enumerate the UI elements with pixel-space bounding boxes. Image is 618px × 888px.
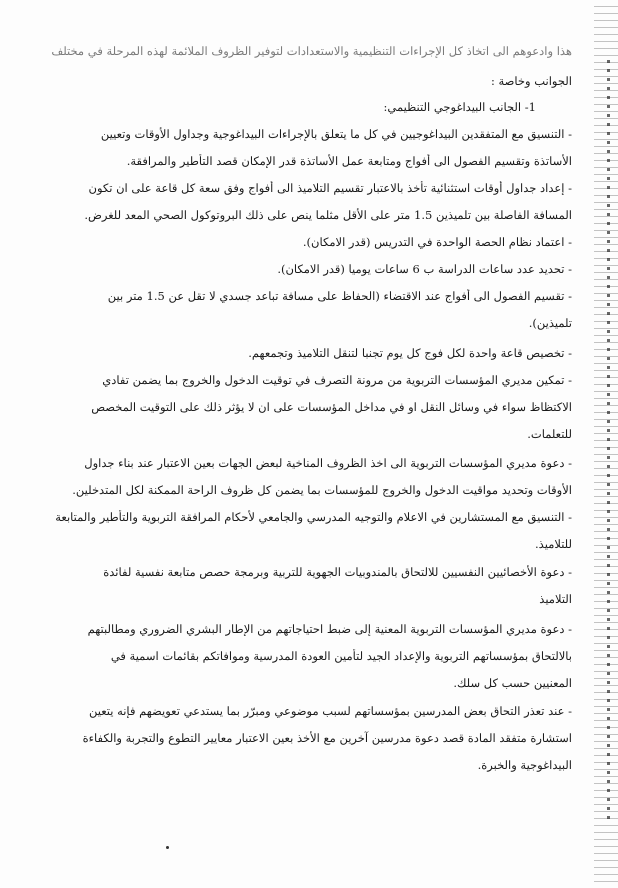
- text-line: بالالتحاق بمؤسساتهم التربوية والإعداد الجيد لتأمين العودة المدرسية وموافاتكم بقائمات اسمية في: [110, 649, 572, 663]
- text-line: المعنيين حسب كل سلك.: [453, 676, 572, 690]
- text-line: المسافة الفاصلة بين تلميذين 1.5 متر على الأقل مثلما ينص على ذلك البروتوكول الصحي المعد للغرض.: [84, 208, 572, 222]
- text-line: التلاميذ: [539, 592, 572, 606]
- text-line: الاكتظاظ سواء في وسائل النقل او في مداخل المؤسسات على ان لا يؤثر ذلك على التوقيت المخصص: [91, 400, 572, 414]
- text-line: للتلاميذ.: [535, 537, 572, 551]
- text-line: - دعوة الأخصائيين النفسيين للالتحاق بالمندوبيات الجهوية للتربية وبرمجة حصص متابعة نفسية لفائدة: [103, 565, 572, 579]
- text-line: الأساتذة وتقسيم الفصول الى أفواج ومتابعة عمل الأساتذة قدر الإمكان قصد التأطير والمرافقة.: [126, 154, 572, 168]
- text-line: - تقسيم الفصول الى أفواج عند الاقتضاء (الحفاظ على مسافة تباعد جسدي لا تقل عن 1.5 متر بين: [107, 289, 572, 303]
- scan-edge-marks: [607, 60, 610, 820]
- text-line: - دعوة مديري المؤسسات التربوية المعنية إلى ضبط احتياجاتهم من الإطار البشري الضروري ومطالبتهم: [87, 622, 572, 636]
- text-line: تلميذين).: [528, 316, 572, 330]
- text-line: الأوقات وتحديد مواقيت الدخول والخروج للمؤسسات بما يضمن كل ظروف الراحة الممكنة لكل المتدخلين.: [72, 483, 572, 497]
- text-line: - عند تعذر التحاق بعض المدرسين بمؤسساتهم لسبب موضوعي ومبرّر بما يستدعي تعويضهم فإنه يتعين: [88, 704, 572, 718]
- scan-edge-noise: [594, 0, 618, 888]
- text-line: - التنسيق مع المتفقدين البيداغوجيين في كل ما يتعلق بالإجراءات البيداغوجية وجداول الأوقات وتعيين: [100, 127, 572, 141]
- text-line: - تمكين مديري المؤسسات التربوية من مرونة التصرف في توقيت الدخول والخروج بما يضمن تفادي: [102, 373, 572, 387]
- stray-dot: [166, 846, 169, 849]
- text-line: - تخصيص قاعة واحدة لكل فوج كل يوم تجنبا لتنقل التلاميذ وتجمعهم.: [248, 346, 572, 360]
- text-line: الجوانب وخاصة :: [490, 74, 572, 88]
- text-line: - اعتماد نظام الحصة الواحدة في التدريس (قدر الامكان).: [302, 235, 572, 249]
- text-line: - دعوة مديري المؤسسات التربوية الى اخذ الظروف المناخية لبعض الجهات بعين الاعتبار عند بناء جداول: [84, 456, 572, 470]
- text-line: هذا وادعوهم الى اتخاذ كل الإجراءات التنظيمية والاستعدادات لتوفير الظروف الملائمة لهذه المرحلة في مختلف: [51, 44, 572, 58]
- text-line: - تحديد عدد ساعات الدراسة ب 6 ساعات يوميا (قدر الامكان).: [277, 262, 572, 276]
- text-line: 1- الجانب البيداغوجي التنظيمي:: [383, 100, 536, 114]
- text-line: للتعلمات.: [527, 427, 572, 441]
- text-line: استشارة متفقد المادة قصد دعوة مدرسين آخرين مع الأخذ بعين الاعتبار معايير التطوع والتجربة والكفاءة: [82, 731, 572, 745]
- text-line: البيداغوجية والخبرة.: [477, 758, 572, 772]
- text-line: - إعداد جداول أوقات استثنائية تأخذ بالاعتبار تقسيم التلاميذ الى أفواج وفق سعة كل قاعة على ان تكون: [88, 181, 572, 195]
- text-line: - التنسيق مع المستشارين في الاعلام والتوجيه المدرسي والجامعي لأحكام المرافقة التربوية والتأطير والمتابعة: [55, 510, 572, 524]
